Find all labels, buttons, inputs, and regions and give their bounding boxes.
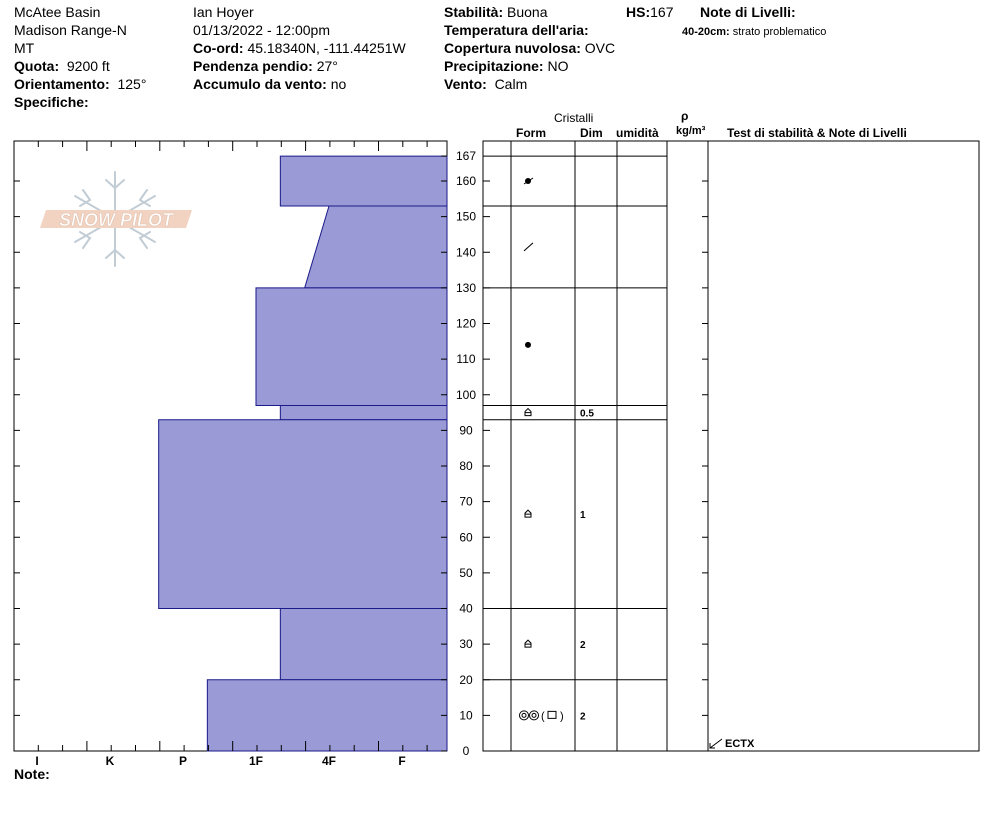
grain-size-label: 1 bbox=[580, 510, 586, 522]
hardness-layer-bar bbox=[280, 156, 447, 206]
melt-form-icon-inner bbox=[532, 713, 536, 717]
depth-label: 167 bbox=[455, 149, 477, 164]
facet-secondary-icon bbox=[548, 711, 556, 718]
elevation-value: 9200 ft bbox=[66, 58, 110, 74]
layer-note-range: 40-20cm: bbox=[682, 26, 730, 38]
depth-label: 120 bbox=[455, 316, 477, 331]
test-result-label: ECTX bbox=[725, 738, 755, 750]
slope-value: 27° bbox=[316, 58, 338, 74]
melt-form-icon-inner bbox=[522, 713, 526, 717]
precip-label: Precipitazione: bbox=[444, 58, 544, 74]
depth-label: 90 bbox=[459, 423, 473, 438]
density-unit-header: kg/m³ bbox=[676, 125, 706, 137]
hardness-axis-label: F bbox=[398, 754, 406, 768]
air-temp-label: Temperatura dell'aria: bbox=[444, 22, 589, 38]
state-name: MT bbox=[14, 40, 35, 56]
depth-label: 20 bbox=[459, 672, 473, 687]
layer-note-text: strato problematico bbox=[732, 26, 827, 38]
snowpilot-logo bbox=[40, 172, 192, 266]
depth-label: 70 bbox=[459, 494, 473, 509]
wind-load-label: Accumulo da vento: bbox=[193, 76, 327, 92]
hardness-layer-bar bbox=[256, 288, 447, 406]
note-label: Note: bbox=[14, 766, 50, 782]
form-header: Form bbox=[516, 126, 546, 140]
hardness-layer-bar bbox=[159, 420, 447, 609]
coord-label: Co-ord: bbox=[193, 40, 244, 56]
precip-value: NO bbox=[547, 58, 569, 74]
hardness-axis-label: K bbox=[105, 754, 115, 768]
hardness-layer-bar bbox=[207, 680, 447, 751]
slope-label: Pendenza pendio: bbox=[193, 58, 313, 74]
depth-label: 50 bbox=[459, 565, 473, 580]
depth-label: 80 bbox=[459, 459, 473, 473]
hardness-axis-label: P bbox=[178, 754, 188, 768]
logo-text: SNOW PILOT bbox=[59, 210, 173, 230]
hs-value: 167 bbox=[650, 4, 674, 20]
faceted-crystal-icon bbox=[525, 510, 531, 517]
aspect-label: Orientamento: bbox=[14, 76, 110, 92]
faceted-crystal-icon bbox=[525, 409, 531, 416]
grain-size-label: 2 bbox=[580, 711, 586, 723]
hardness-layer-bar bbox=[280, 609, 447, 680]
observer-name: Ian Hoyer bbox=[193, 4, 254, 20]
test-marker bbox=[710, 738, 755, 750]
bracket-open-text: ( bbox=[541, 710, 545, 723]
moisture-header: umidità bbox=[616, 126, 659, 140]
coord-value: 45.18340N, -111.44251W bbox=[247, 40, 406, 56]
wind-value: Calm bbox=[494, 76, 528, 92]
depth-label: 40 bbox=[459, 601, 473, 616]
depth-label: 150 bbox=[455, 209, 477, 224]
melt-form-icon bbox=[520, 711, 529, 720]
depth-label: 0 bbox=[462, 744, 470, 758]
depth-label: 160 bbox=[455, 174, 477, 188]
hardness-layer-bar bbox=[305, 206, 447, 288]
location-name: McAtee Basin bbox=[14, 4, 101, 20]
melt-form-icon bbox=[530, 711, 539, 720]
grain-size-label: 0.5 bbox=[580, 408, 594, 420]
depth-label: 110 bbox=[456, 352, 476, 367]
crystals-header: Cristalli bbox=[554, 111, 594, 125]
stability-label: Stabilità: bbox=[444, 4, 504, 20]
crystal-table-frame bbox=[483, 141, 979, 751]
rounded-grain-icon bbox=[525, 342, 531, 348]
rho-header: ρ bbox=[681, 109, 689, 123]
wind-label: Vento: bbox=[444, 76, 487, 92]
cloud-label: Copertura nuvolosa: bbox=[444, 40, 581, 56]
hardness-axis-label: 1F bbox=[248, 754, 264, 768]
decomposing-fragment-icon bbox=[524, 243, 533, 251]
hardness-axis-label: 4F bbox=[321, 754, 337, 768]
hs-label: HS: bbox=[626, 4, 651, 20]
depth-label: 60 bbox=[459, 530, 473, 545]
wind-load-value: no bbox=[330, 76, 347, 92]
dim-header: Dim bbox=[580, 126, 603, 140]
depth-label: 130 bbox=[455, 280, 477, 295]
layer-notes-label: Note di Livelli: bbox=[700, 4, 796, 20]
hardness-axis-label: I bbox=[35, 754, 39, 768]
depth-label: 30 bbox=[459, 637, 473, 652]
elevation-label: Quota: bbox=[14, 58, 60, 74]
hardness-layer-bar bbox=[280, 405, 447, 419]
depth-label: 100 bbox=[455, 387, 477, 402]
bracket-close-text: ) bbox=[560, 710, 564, 723]
cloud-value: OVC bbox=[584, 40, 616, 56]
depth-label: 140 bbox=[455, 245, 477, 260]
observation-datetime: 01/13/2022 - 12:00pm bbox=[193, 22, 330, 38]
range-name: Madison Range-N bbox=[14, 22, 127, 38]
stability-value: Buona bbox=[507, 4, 548, 20]
faceted-crystal-icon bbox=[525, 640, 531, 647]
specifics-label: Specifiche: bbox=[14, 94, 89, 110]
tests-header: Test di stabilità & Note di Livelli bbox=[727, 126, 907, 140]
aspect-value: 125° bbox=[117, 76, 147, 92]
grain-size-label: 2 bbox=[580, 640, 586, 652]
depth-label: 10 bbox=[459, 708, 473, 723]
